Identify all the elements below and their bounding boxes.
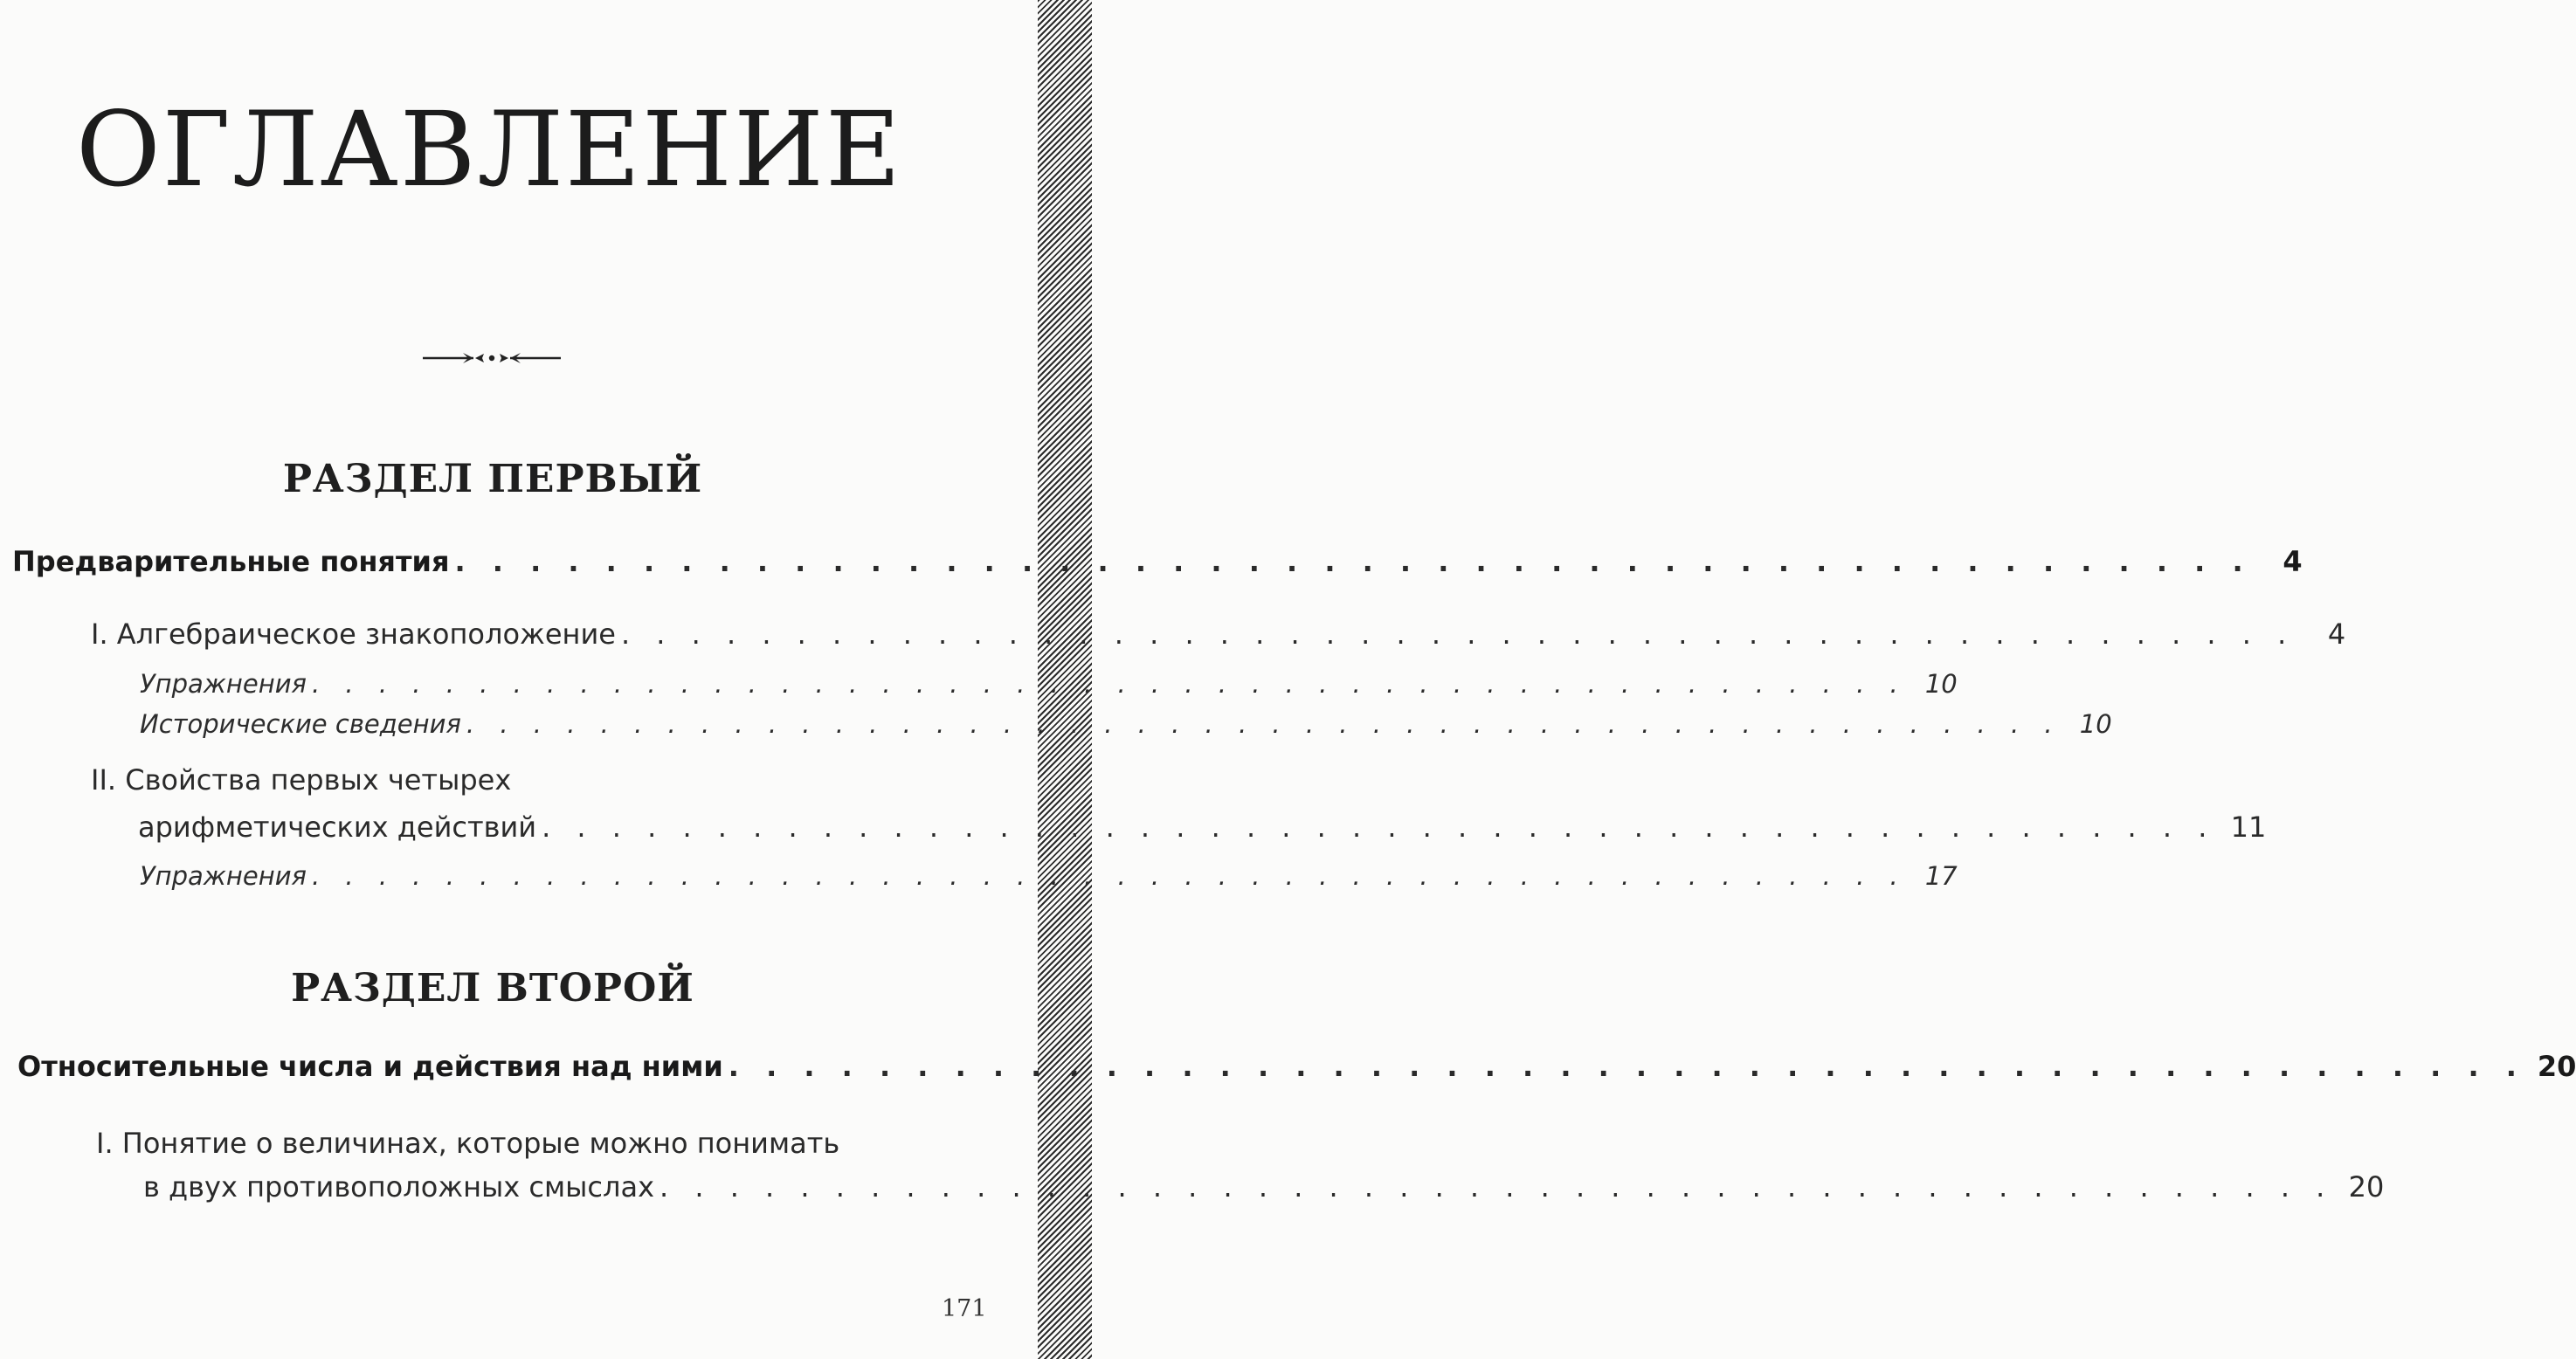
- dot-leader: . . . . . . . . . . . . . . . . . . . . . . . . . . . . . . . . . . . . . . . . . . . . . . . .: [620, 617, 2296, 651]
- dot-leader: . . . . . . . . . . . . . . . . . . . . . . . . . . . . . . . . . . . . . . . . . . . . . . . .: [542, 811, 2216, 844]
- section-heading-first: РАЗДЕЛ ПЕРВЫЙ: [282, 457, 703, 501]
- toc-entry-title: арифметических действий: [138, 811, 537, 844]
- page-title: ОГЛАВЛЕНИЕ: [76, 89, 902, 210]
- toc-entry-title: Упражнения: [140, 669, 307, 699]
- toc-entry-title: Предварительные понятия: [12, 545, 450, 578]
- toc-page-number: 11: [2230, 811, 2267, 844]
- dot-leader: . . . . . . . . . . . . . . . . . . . . . . . . . . . . . . . . . . . . . . . . . . . . . . . .: [454, 545, 2252, 578]
- toc-entry-title: Исторические сведения: [140, 709, 461, 739]
- toc-page-number: 10: [1924, 669, 1958, 699]
- toc-entry-title: I. Алгебраическое знакоположение: [91, 617, 616, 651]
- toc-item-exercises-1: [140, 669, 1958, 699]
- dot-leader: . . . . . . . . . . . . . . . . . . . . . . . . . . . . . . . . . . . . . . . . . . . . . . . .: [312, 669, 1907, 699]
- toc-item-properties-line2: [138, 811, 2267, 844]
- toc-page-number: 4: [2327, 617, 2346, 651]
- toc-item-historical-notes: [140, 709, 2112, 739]
- dot-leader: . . . . . . . . . . . . . . . . . . . . . . . . . . . . . . . . . . . . . . . . . . . . . . . .: [312, 861, 1907, 891]
- toc-page-number: 10: [2079, 709, 2112, 739]
- toc-page-number: 17: [1924, 861, 1958, 891]
- toc-page-number: 4: [2282, 545, 2303, 578]
- section-heading-second: РАЗДЕЛ ВТОРОЙ: [291, 966, 694, 1011]
- fleuron-divider-icon: [421, 348, 563, 369]
- toc-item-algebraic-notation: [91, 617, 2346, 651]
- toc-item-quantities-line1: I. Понятие о величинах, которые можно понимать: [96, 1127, 840, 1160]
- dot-leader: . . . . . . . . . . . . . . . . . . . . . . . . . . . . . . . . . . . . . . . . . . . . . . . .: [466, 709, 2061, 739]
- dot-leader: . . . . . . . . . . . . . . . . . . . . . . . . . . . . . . . . . . . . . . . . . . . . . . . .: [660, 1170, 2334, 1204]
- toc-entry-title: в двух противоположных смыслах: [143, 1170, 654, 1204]
- dot-leader: . . . . . . . . . . . . . . . . . . . . . . . . . . . . . . . . . . . . . . . . . . . . . . . .: [728, 1050, 2525, 1083]
- toc-page-number: 20: [2537, 1050, 2576, 1083]
- toc-item-properties-line1: II. Свойства первых четырех: [91, 763, 512, 797]
- page-number: 171: [942, 1295, 987, 1322]
- toc-item-quantities-line2: [143, 1170, 2385, 1204]
- toc-item-exercises-2: [140, 861, 1958, 891]
- toc-chapter-preliminary: [12, 545, 2303, 578]
- toc-entry-title: Упражнения: [140, 861, 307, 891]
- toc-chapter-relative-numbers: [17, 1050, 2576, 1083]
- toc-page-number: 20: [2348, 1170, 2385, 1204]
- toc-entry-title: Относительные числа и действия над ними: [17, 1050, 723, 1083]
